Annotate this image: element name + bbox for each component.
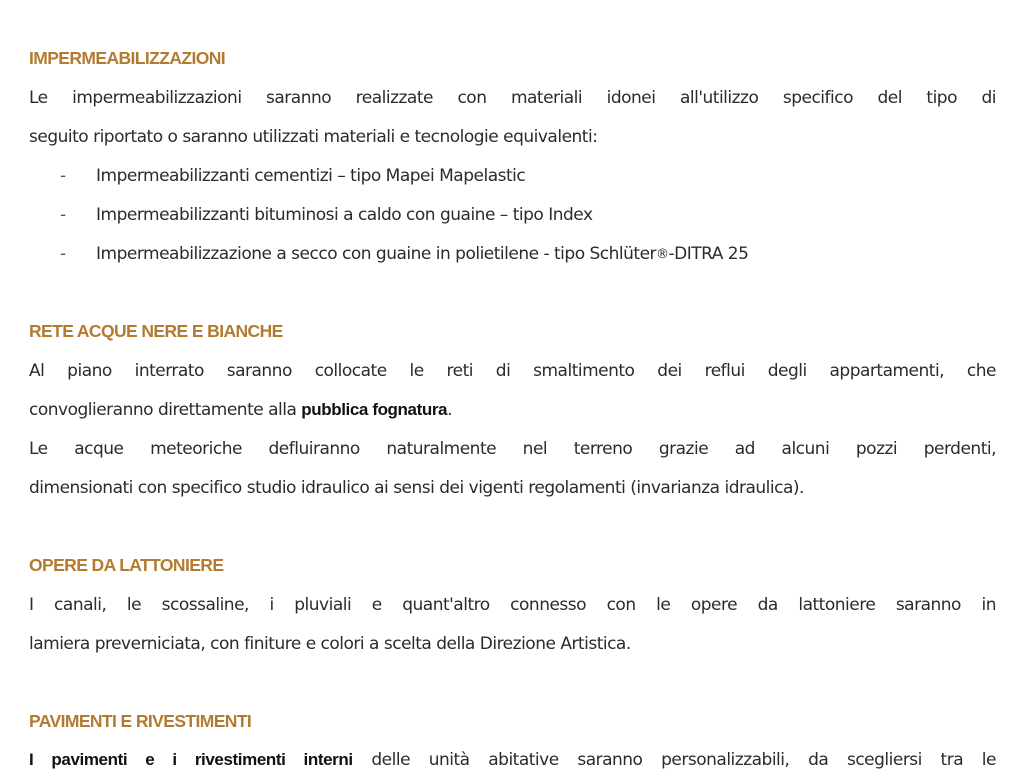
paragraph-line: lamiera preverniciata, con finiture e colori a scelta della Direzione Artistica. — [29, 634, 631, 654]
list-item-text: Impermeabilizzanti bituminosi a caldo con guaine – tipo Index — [96, 205, 593, 225]
section-heading-impermeabilizzazioni: IMPERMEABILIZZAZIONI — [29, 48, 226, 68]
list-item-text-after: -DITRA 25 — [668, 244, 749, 264]
paragraph-line: seguito riportato o saranno utilizzati materiali e tecnologie equivalenti: — [29, 127, 598, 147]
section-heading-opere-lattoniere: OPERE DA LATTONIERE — [29, 555, 224, 575]
bold-text-pubblica-fognatura: pubblica fognatura — [301, 400, 448, 419]
list-item-text: Impermeabilizzanti cementizi – tipo Mapei Mapelastic — [96, 166, 526, 186]
paragraph-text: . — [447, 400, 453, 420]
paragraph-line — [29, 398, 996, 422]
paragraph-line: dimensionati con specifico studio idraulico ai sensi dei vigenti regolamenti (invarianza idraulica). — [29, 478, 804, 498]
paragraph-line — [29, 748, 996, 772]
section-heading-rete-acque: RETE ACQUE NERE E BIANCHE — [29, 321, 283, 341]
dash-bullet-icon: - — [60, 166, 67, 186]
paragraph-text: convoglieranno direttamente alla — [29, 400, 302, 420]
paragraph-line: Le acque meteoriche defluiranno naturalmente nel terreno grazie ad alcuni pozzi perdenti, — [29, 439, 996, 459]
list-item-text — [96, 242, 748, 267]
section-heading-pavimenti: PAVIMENTI E RIVESTIMENTI — [29, 711, 252, 731]
dash-bullet-icon: - — [60, 244, 67, 264]
paragraph-line: Le impermeabilizzazioni saranno realizzate con materiali idonei all'utilizzo specifico del tipo di — [29, 88, 996, 108]
paragraph-line: I canali, le scossaline, i pluviali e quant'altro connesso con le opere da lattoniere saranno in — [29, 595, 996, 615]
registered-mark-icon: ® — [656, 247, 669, 262]
paragraph-text: delle unità abitative saranno personalizzabili, da scegliersi tra le — [352, 750, 996, 770]
list-item-text-before: Impermeabilizzazione a secco con guaine in polietilene - tipo Schlüter — [96, 244, 657, 264]
bold-text-pavimenti-rivestimenti: I pavimenti e i rivestimenti interni — [29, 750, 353, 769]
paragraph-line: Al piano interrato saranno collocate le reti di smaltimento dei reflui degli appartamenti, che — [29, 361, 996, 381]
dash-bullet-icon: - — [60, 205, 67, 225]
